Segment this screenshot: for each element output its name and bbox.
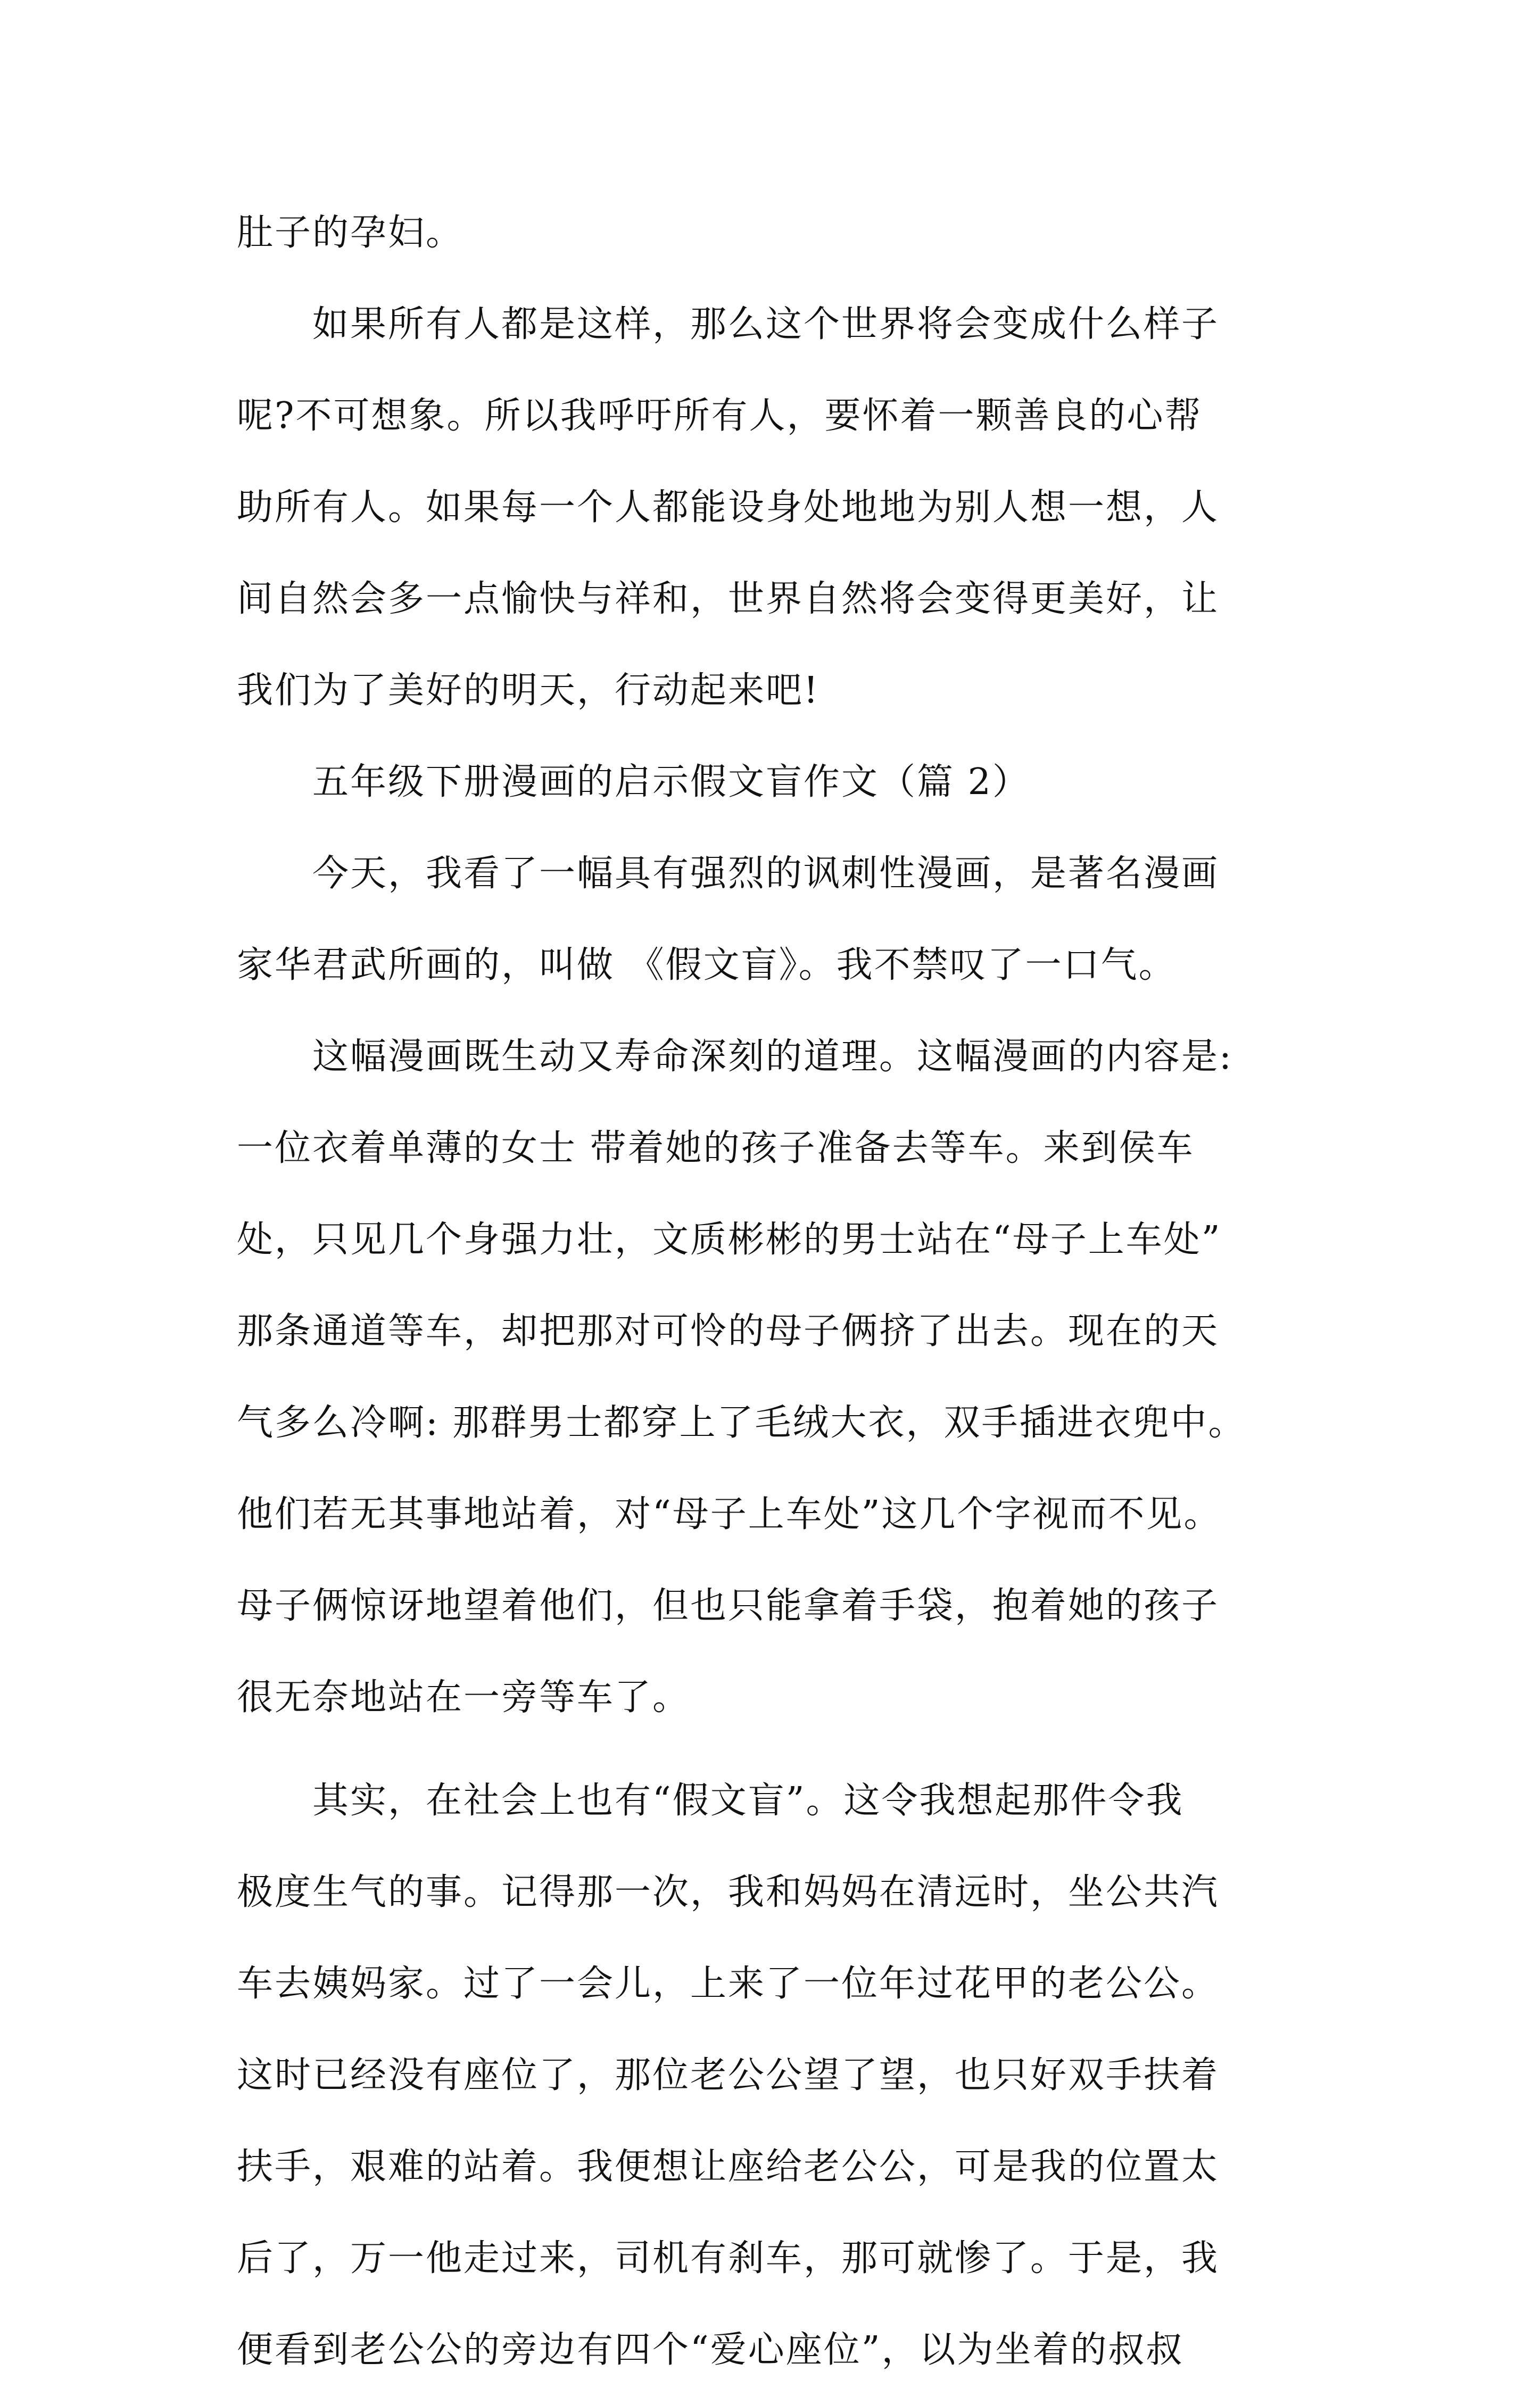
text-line: 那条通道等车，却把那对可怜的母子俩挤了出去。现在的天 bbox=[237, 1310, 1220, 1352]
text-line: 今天，我看了一幅具有强烈的讽刺性漫画，是著名漫画 bbox=[237, 853, 1220, 895]
text-line: 这时已经没有座位了，那位老公公望了望，也只好双手扶着 bbox=[237, 2054, 1220, 2096]
text-line: 处，只见几个身强力壮，文质彬彬的男士站在“母子上车处” bbox=[237, 1219, 1222, 1261]
text-line: 母子俩惊讶地望着他们，但也只能拿着手袋，抱着她的孩子 bbox=[237, 1585, 1220, 1627]
text-line: 后了，万一他走过来，司机有刹车，那可就惨了。于是，我 bbox=[237, 2237, 1220, 2279]
text-line: 他们若无其事地站着，对“母子上车处”这几个字视而不见。 bbox=[237, 1493, 1222, 1535]
text-line: 助所有人。如果每一个人都能设身处地地为别人想一想，人 bbox=[237, 486, 1220, 528]
text-line: 家华君武所画的，叫做 《假文盲》。我不禁叹了一口气。 bbox=[237, 944, 1177, 986]
text-line: 间自然会多一点愉快与祥和，世界自然将会变得更美好，让 bbox=[237, 578, 1220, 620]
text-line: 扶手，艰难的站着。我便想让座给老公公，可是我的位置太 bbox=[237, 2146, 1220, 2188]
text-line: 我们为了美好的明天，行动起来吧! bbox=[237, 670, 820, 712]
text-line: 很无奈地站在一旁等车了。 bbox=[237, 1676, 691, 1718]
text-line: 一位衣着单薄的女士 带着她的孩子准备去等车。来到侯车 bbox=[237, 1127, 1195, 1169]
text-line: 其实，在社会上也有“假文盲”。这令我想起那件令我 bbox=[237, 1780, 1184, 1822]
text-line: 肚子的孕妇。 bbox=[237, 212, 464, 254]
text-line: 便看到老公公的旁边有四个“爱心座位”，以为坐着的叔叔 bbox=[237, 2329, 1184, 2371]
text-line: 这幅漫画既生动又寿命深刻的道理。这幅漫画的内容是: bbox=[237, 1036, 1233, 1078]
text-line: 气多么冷啊: 那群男士都穿上了毛绒大衣，双手插进衣兜中。 bbox=[237, 1402, 1246, 1444]
text-line: 车去姨妈家。过了一会儿，上来了一位年过花甲的老公公。 bbox=[237, 1963, 1220, 2005]
body-text bbox=[237, 187, 1317, 2396]
text-line: 如果所有人都是这样，那么这个世界将会变成什么样子 bbox=[237, 303, 1220, 345]
section-heading: 五年级下册漫画的启示假文盲作文（篇 2） bbox=[237, 761, 1030, 803]
text-line: 呢?不可想象。所以我呼吁所有人，要怀着一颗善良的心帮 bbox=[237, 395, 1203, 437]
text-line: 极度生气的事。记得那一次，我和妈妈在清远时，坐公共汽 bbox=[237, 1871, 1220, 1913]
paragraph-gap bbox=[237, 1744, 1317, 1755]
